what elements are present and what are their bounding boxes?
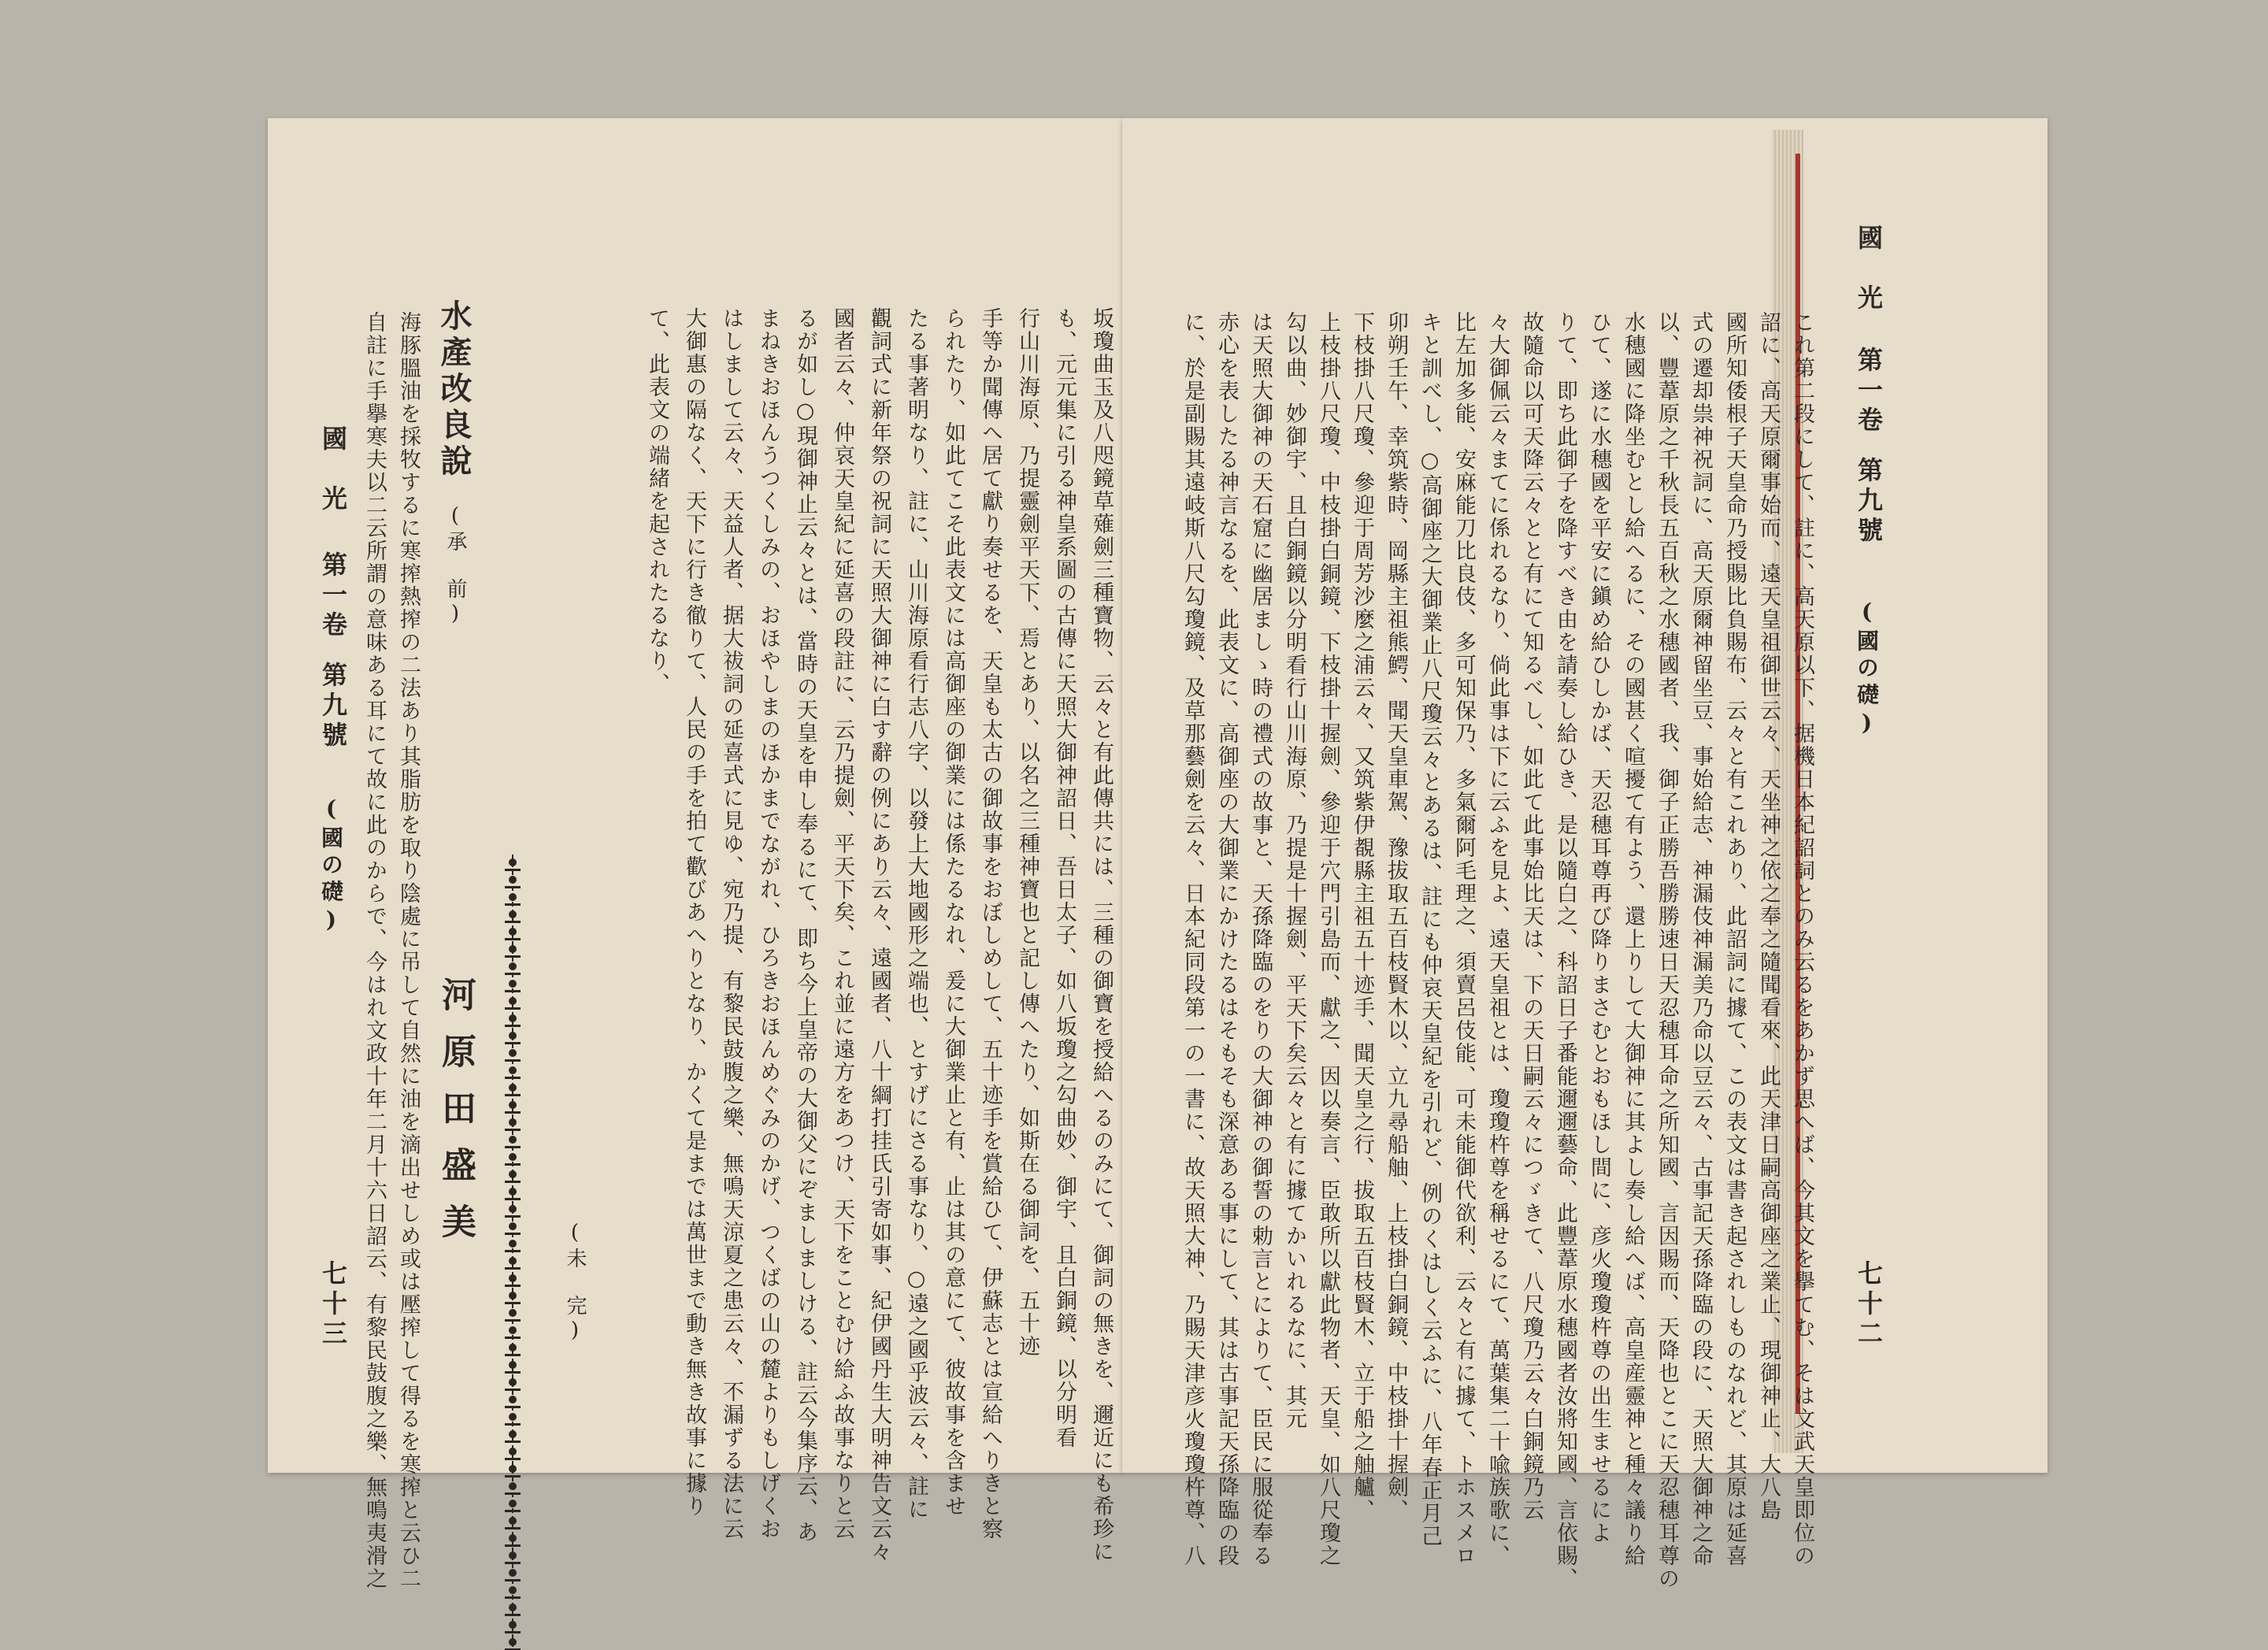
end-mark: (未 完) xyxy=(563,1221,587,1345)
right-page-number: 七十二 xyxy=(1854,1260,1884,1350)
text-column: キと訓べし、○高御座之大御業止八尺瓊云々とあるは、註にも仲哀天皇紀を引れど、例のくはしく云ふに、八年春正月己 xyxy=(1418,311,1442,1548)
article-continued: (承 前) xyxy=(443,504,467,628)
left-volume: 第一卷 xyxy=(318,551,348,641)
left-section: (國の礎) xyxy=(318,795,344,937)
text-column: たる事著明なり、註に、山川海原看行志八字、以發上大地國形之端也、とすげにさる事なり、○遠之國乎波云々、註に xyxy=(904,307,928,1521)
text-column: 々大御佩云々まてに係れるなり、倘此事は下に云ふを見よ、遠天皇祖とは、瓊瓊杵尊を稱せるにて、萬葉集二十喩族歌に、 xyxy=(1485,311,1510,1567)
text-column: に、於是副賜其遠岐斯八尺勾瓊鏡、及草那藝劍を云々、日本紀同段第一の一書に、故天照大神、乃賜天津彦火瓊瓊杵尊、八 xyxy=(1180,311,1205,1567)
ornamental-divider xyxy=(502,855,524,1650)
text-column: 行山川海原、乃提靈劍平天下、焉とあり、以名之三種神寶也と記し傳へたり、如斯在る御詞を、五十迹 xyxy=(1015,307,1040,1358)
text-column: ひて、遂に水穗國を平安に鎭め給ひしかば、天忍穗耳尊再び降りまさむとおもほし間に、彦火瓊瓊杵尊の出生ませるによ xyxy=(1587,311,1611,1544)
text-column: 觀詞式に新年祭の祝詞に天照大御神に白す辭の例にあり云々、遠國者、八十綱打挂氏引寄如事、紀伊國丹生大明神告文云々 xyxy=(867,307,891,1563)
text-column: 上枝掛八尺瓊、中枝掛白銅鏡、下枝掛十握劍、參迎于穴門引島而、獻之、因以奏言、臣敢所以獻此物者、天皇、如八尺瓊之 xyxy=(1316,311,1340,1567)
left-page-number: 七十三 xyxy=(318,1260,348,1350)
text-column: 赤心を表したる神言なるを、此表文に、高御座の大御業にかけたるはそもそも深意ある事にして、其は古事記天孫降臨の段 xyxy=(1214,311,1239,1567)
text-column: 下枝掛八尺瓊、參迎于周芳沙麼之浦云々、又筑紫伊覩縣主祖五十迹手、聞天皇之行、拔取五百枝賢木、立于船之舳艫、 xyxy=(1350,311,1374,1522)
text-column: るが如し○現御神止云々とは、當時の天皇を申し奉るにて、即ち今上皇帝の大御父にぞましましける、註云今集序云、あ xyxy=(793,307,817,1544)
text-column: りて、即ち此御子を降すべき由を請奏し給ひき、是以隨白之、科詔日子番能邇邇藝命、此豐葦原水穗國者汝將知國、言依賜、 xyxy=(1553,311,1577,1590)
right-issue: 第九號 xyxy=(1854,457,1884,547)
text-column: 手等か聞傳へ居て獻り奏せるを、天皇も太古の御故事をおぼしめして、五十迹手を賞給ひて、伊蘇志とは宣給へりきと察 xyxy=(978,307,1002,1541)
text-column: 自註に手擧寒夫以二云所謂の意味ある耳にて故に此のからで、今はれ文政十年二月十六日詔云、有黎民鼓腹之樂、無鳴夷滑之 xyxy=(362,311,387,1590)
right-journal-title: 國 光 xyxy=(1854,224,1884,314)
right-volume: 第一卷 xyxy=(1854,347,1884,436)
text-column: 國所知倭根子天皇命乃授賜比負賜布、云々と有これあり、此詔詞に據て、この表文は書き起されしものなれど、其原は延喜 xyxy=(1722,311,1747,1567)
text-column: は天照大御神の天石窟に幽居ましゝ時の禮式の故事と、天孫降臨のをりの大御神の御誓の勅言とによりて、臣民に服從奉る xyxy=(1248,311,1273,1567)
text-column: はしまして云々、天益人者、据大祓詞の延喜式に見ゆ、宛乃提、有黎民鼓腹之樂、無鳴天涼夏之患云々、不漏ずる法に云 xyxy=(719,307,743,1541)
left-issue: 第九號 xyxy=(318,662,348,751)
text-column: 以、豐葦原之千秋長五百秋之水穗國者、我、御子正勝吾勝勝速日天忍穗耳命之所知國、言因賜而、天降也とこに天忍穗耳尊の xyxy=(1655,311,1679,1590)
text-column: て、此表文の端緒を起されたるなり、 xyxy=(645,307,669,695)
article-title: 水產改良說 xyxy=(435,299,472,480)
text-column: 故隨命以可天降云々とと有にて知るべし、如此て此事始比天は、下の天日嗣云々につゞきて、八尺瓊乃云々白銅鏡乃云 xyxy=(1519,311,1544,1522)
text-column: 坂瓊曲玉及八咫鏡草薙劍三種寶物、云々と有此傳共には、三種の御寶を授給へるのみにて、御詞の無きを、邇近にも希珍に xyxy=(1089,307,1114,1563)
text-column: られたり、如此てこそ此表文には高御座の御業には係たるなれ、爰に大御業止と有、止は其の意にて、彼故事を含ませ xyxy=(941,307,965,1518)
text-column: 大御惠の隔なく、天下に行き徹りて、人民の手を拍て歡びあへりとなり、かくて是までは萬世まで動き無き故事に據り xyxy=(682,307,706,1518)
text-column: 卯朔壬午、幸筑紫時、岡縣主祖熊鰐、聞天皇車駕、豫拔取五百枝賢木以、立九尋船舳、上枝掛白銅鏡、中枝掛十握劍、 xyxy=(1384,311,1408,1522)
right-section: (國の礎) xyxy=(1854,599,1880,740)
text-column: まねきおほんうつくしみの、おほやしまのほかまでながれ、ひろきおほんめぐみのかげ、つくばの山の麓よりもしげくお xyxy=(756,307,780,1541)
text-column: 勾以曲、妙御宇、且白銅鏡以分明看行山川海原、乃提是十握劍、平天下矣云々と有に據てかいれるなに、其元 xyxy=(1282,311,1306,1430)
text-column: 式の遷却祟神祝詞に、高天原爾神留坐豆、事始給志、神漏伎神漏美乃命以豆云々、古事記天孫降臨の段に、天照大御神之命 xyxy=(1688,311,1713,1567)
text-column: も、元元集に引る神皇系圖の古傳に天照大御神詔日、吾日太子、如八坂瓊之勾曲妙、御宇、且白銅鏡、以分明看 xyxy=(1052,307,1077,1449)
text-column: 國者云々、仲哀天皇紀に延喜の段註に、云乃提劍、平天下矣、これ並に遠方をあつけ、天下をことむけ給ふ故事なりと云 xyxy=(830,307,854,1541)
text-column: 海豚膃油を採牧するに寒搾熱搾の二法あり其脂肪を取り陰處に吊して自然に油を滴出せしめ或は壓搾して得るを寒搾と云ひ二 xyxy=(396,311,421,1590)
text-column: 水穗國に降坐むとし給へるに、その國甚く喧擾て有よう、還上りして大御神に其よし奏し給へば、高皇産靈神と種々議り給 xyxy=(1621,311,1645,1567)
article-author: 河原田盛美 xyxy=(435,977,476,1260)
left-journal-title: 國 光 xyxy=(318,425,348,515)
text-column: 詔に、高天原爾事始而、遠天皇祖御世云々、天坐神之依之奉之隨聞看來、此天津日嗣高御座之業止、現御神止、大八島 xyxy=(1756,311,1781,1522)
text-column: これ第二段にして、註に、高天原以下、据機日本紀詔詞とのみ云るをあかず思へば、今其文を擧てむ、そは文武天皇即位の xyxy=(1790,311,1814,1567)
text-column: 比左加多能、安麻能刀比良伎、多可知保乃、多氣爾阿毛理之、須賣呂伎能、可未能御代欲利、云々と有に據て、トホスメロ xyxy=(1451,311,1476,1567)
